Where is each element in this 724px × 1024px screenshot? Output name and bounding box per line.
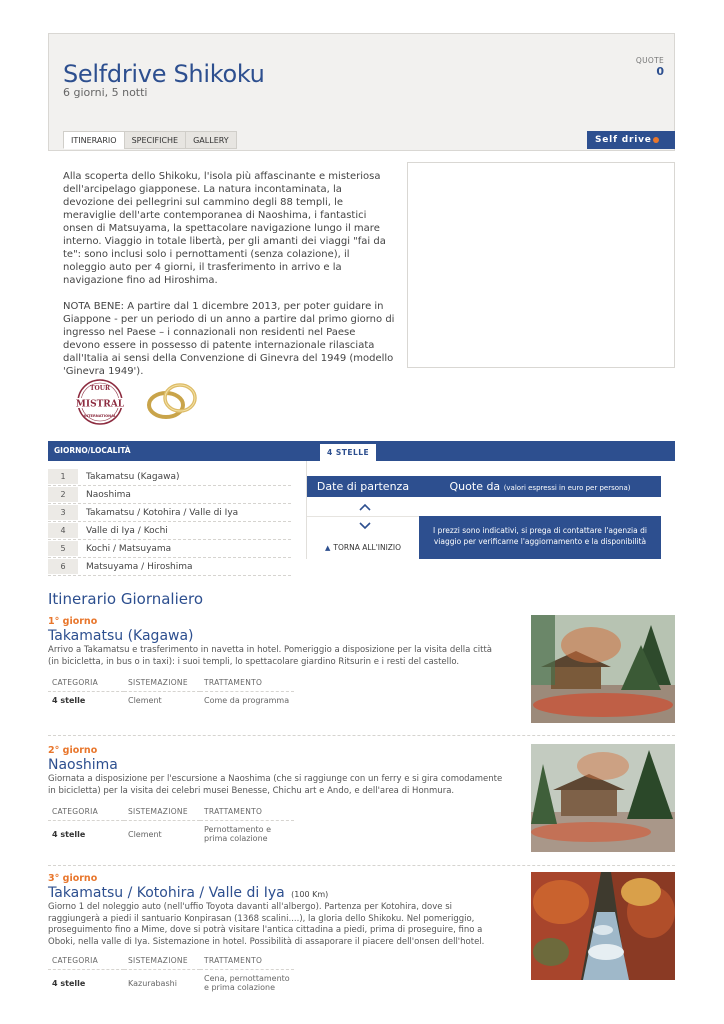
day-label: 3° giorno — [48, 873, 98, 884]
map-image-placeholder — [407, 162, 675, 368]
quote-value: 0 — [656, 65, 664, 78]
list-item[interactable] — [48, 558, 291, 576]
tab-4-stelle[interactable]: 4 STELLE — [320, 444, 376, 461]
stage-name: Kochi / Matsuyama — [86, 543, 172, 554]
table-row — [48, 821, 294, 848]
back-to-top-link[interactable] — [325, 543, 401, 552]
day-block — [48, 873, 508, 996]
stage-number: 1 — [48, 469, 78, 484]
stage-list — [48, 468, 291, 576]
col-sistemazione: SISTEMAZIONE — [128, 807, 188, 816]
wedding-rings-logo — [142, 378, 204, 424]
page-header — [48, 33, 675, 151]
tab-gallery[interactable]: GALLERY — [185, 131, 237, 149]
day1-photo — [531, 615, 675, 723]
tab-bar — [63, 131, 237, 149]
list-item[interactable] — [48, 540, 291, 558]
stage-name: Matsuyama / Hiroshima — [86, 561, 193, 572]
accommodation-table — [48, 807, 294, 847]
day-description: Giornata a disposizione per l'escursione a Naoshima (che si raggiunge con un ferry e si gira comodamente in bicicletta) per la visita dei celebri musei Benesse, Chichu art e Ando, e dell'area di Honmura. — [48, 774, 503, 796]
day-block — [48, 616, 508, 709]
stage-number: 2 — [48, 487, 78, 502]
cell-categoria: 4 stelle — [48, 821, 124, 848]
car-icon — [653, 137, 659, 143]
stage-number: 3 — [48, 505, 78, 520]
section-divider — [48, 735, 675, 736]
cell-categoria: 4 stelle — [48, 970, 124, 997]
quote-header — [419, 476, 661, 497]
back-to-top-label: TORNA ALL'INIZIO — [333, 543, 402, 552]
cell-sistemazione: Kazurabashi — [124, 970, 200, 997]
day-block — [48, 745, 508, 847]
triangle-up-icon: ▲ — [325, 544, 331, 552]
accommodation-table — [48, 956, 294, 996]
itinerary-title: Itinerario Giornaliero — [48, 590, 203, 608]
page-title: Selfdrive Shikoku — [63, 60, 265, 88]
day-label: 1° giorno — [48, 616, 98, 627]
col-trattamento: TRATTAMENTO — [204, 807, 263, 816]
list-item[interactable] — [48, 504, 291, 522]
day-label: 2° giorno — [48, 745, 98, 756]
intro-paragraph: Alla scoperta dello Shikoku, l'isola più affascinante e misteriosa dell'arcipelago giapponese. La natura incontaminata, la devozione dei pellegrini sul cammino degli 88 templi, le meraviglie dell'arte contemporanea di Naoshima, i fantastici onsen di Matsuyama, la spettacolare navigazione lungo il mare interno. Viaggio in totale libertà, per gli amanti dei viaggi "fai da te": sono inclusi solo i pernottamenti (senza colazione), il noleggio auto per 4 giorni, il trasferimento in arrivo e la navigazione fino ad Hiroshima. — [63, 171, 386, 286]
trip-duration: 6 giorni, 5 notti — [63, 86, 148, 99]
cell-categoria: 4 stelle — [48, 692, 124, 710]
day2-photo — [531, 744, 675, 852]
mistral-logo-top: TOUR — [90, 385, 110, 392]
mistral-logo — [72, 378, 128, 426]
day-title — [48, 628, 508, 644]
tab-itinerario[interactable]: ITINERARIO — [63, 131, 124, 149]
stage-name: Naoshima — [86, 489, 131, 500]
day-title-text: Takamatsu (Kagawa) — [48, 628, 194, 644]
stage-name: Takamatsu (Kagawa) — [86, 471, 180, 482]
mistral-logo-main: MISTRAL — [75, 399, 125, 410]
day3-photo — [531, 872, 675, 980]
cell-trattamento: Pernottamento e prima colazione — [200, 821, 294, 848]
accommodation-table — [48, 678, 294, 709]
intro-note: NOTA BENE: A partire dal 1 dicembre 2013, per poter guidare in Giappone - per un periodo di un anno a partire dal primo giorno di ingresso nel Paese – i connazionali non residenti nel Paese devono essere in possesso di patente internazionale rilasciata dall'Italia ai sensi della Convenzione di Ginevra del 1949 (modello 'Ginevra 1949'). — [63, 301, 395, 377]
list-item[interactable] — [48, 468, 291, 486]
mistral-logo-bottom: INTERNATIONAL — [83, 414, 117, 418]
chevron-down-icon[interactable] — [358, 520, 372, 532]
intro-text — [63, 170, 395, 391]
stage-number: 5 — [48, 541, 78, 556]
table-row — [48, 692, 294, 710]
list-item[interactable] — [48, 522, 291, 540]
day-distance: (100 Km) — [291, 890, 329, 899]
list-item[interactable] — [48, 486, 291, 504]
departure-dates-header: Date di partenza — [307, 476, 419, 497]
col-categoria: CATEGORIA — [52, 678, 99, 687]
cell-trattamento: Cena, pernottamento e prima colazione — [200, 970, 294, 997]
day-title — [48, 757, 508, 773]
tab-specifiche[interactable]: SPECIFICHE — [124, 131, 186, 149]
stage-name: Valle di Iya / Kochi — [86, 525, 168, 536]
quote-header-label: Quote da — [449, 480, 501, 493]
quote-label: QUOTE — [635, 56, 664, 65]
quote-header-note: (valori espressi in euro per persona) — [503, 484, 631, 492]
price-disclaimer: I prezzi sono indicativi, si prega di contattare l'agenzia di viaggio per verificarne l'aggiornamento e la disponibilità — [419, 516, 661, 559]
stage-name: Takamatsu / Kotohira / Valle di Iya — [86, 507, 239, 518]
cell-sistemazione: Clement — [124, 692, 200, 710]
self-drive-badge — [587, 131, 675, 149]
cell-sistemazione: Clement — [124, 821, 200, 848]
col-trattamento: TRATTAMENTO — [204, 678, 263, 687]
self-drive-label: Self drive — [595, 135, 652, 145]
stages-header: GIORNO/LOCALITÀ — [48, 441, 306, 461]
col-sistemazione: SISTEMAZIONE — [128, 956, 188, 965]
cell-trattamento: Come da programma — [200, 692, 294, 710]
day-description: Giorno 1 del noleggio auto (nell'uffio Toyota davanti all'albergo). Partenza per Kotohira, dove si raggiungerà a piedi il santuario Konpirasan (1368 scalini....), la gloria dello Shikoku. Nel pomeriggio, proseguimento fino a Mime, dove si potrà visitare l'antica cittadina a piedi, prima di proseguire, fino a Oboki, nella valle di Iya. Sistemazione in hotel. Possibilità di assaporare il piacere dell'onsen dell'hotel. — [48, 902, 485, 947]
section-divider — [48, 865, 675, 866]
day-description: Arrivo a Takamatsu e trasferimento in navetta in hotel. Pomeriggio a disposizione per la visita della città (in bicicletta, in bus o in taxi): i suoi templi, lo spettacolare giardino Ritsurin e i resti del castello. — [48, 645, 492, 667]
stage-number: 6 — [48, 559, 78, 574]
col-trattamento: TRATTAMENTO — [204, 956, 263, 965]
table-row — [48, 970, 294, 997]
col-categoria: CATEGORIA — [52, 807, 99, 816]
day-title-text: Naoshima — [48, 757, 118, 773]
day-title-text: Takamatsu / Kotohira / Valle di Iya — [48, 885, 285, 901]
col-categoria: CATEGORIA — [52, 956, 99, 965]
stage-number: 4 — [48, 523, 78, 538]
divider — [307, 516, 419, 517]
col-sistemazione: SISTEMAZIONE — [128, 678, 188, 687]
day-title — [48, 885, 508, 901]
chevron-up-icon[interactable] — [358, 501, 372, 513]
